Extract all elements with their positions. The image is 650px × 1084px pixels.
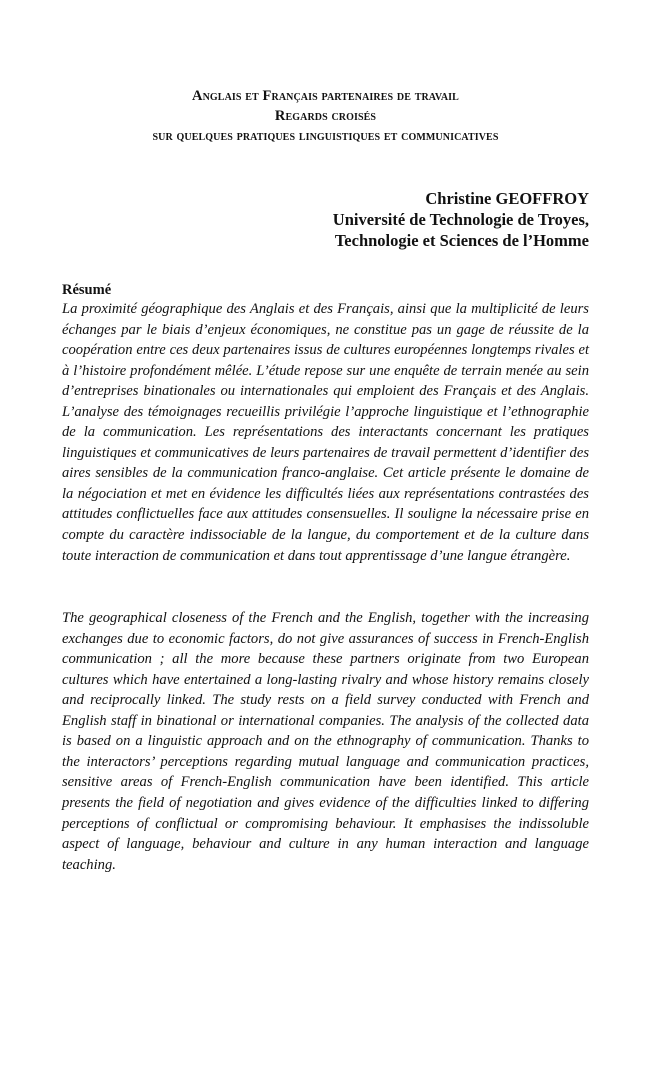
author-affiliation-1: Université de Technologie de Troyes,	[332, 210, 589, 229]
author-name: Christine GEOFFROY	[425, 189, 589, 208]
article-title	[62, 86, 589, 146]
title-line-3: sur quelques pratiques linguistiques et communicatives	[152, 128, 499, 144]
title-line-1: Anglais et Français partenaires de travail	[192, 88, 459, 104]
abstract-heading: Résumé	[62, 282, 112, 298]
author-block	[62, 188, 589, 251]
abstract-french: La proximité géographique des Anglais et des Français, ainsi que la multiplicité de leurs échanges par le biais d’enjeux économiques, ne constitue pas un gage de réussite de la coopération entre ces deux partenaires issus de cultures européennes longtemps rivales et à l’histoire profondément mêlée. L’étude repose sur une enquête de terrain menée au sein d’entreprises binationales ou internationales qui emploient des Français et des Anglais. L’analyse des témoignages recueillis privilégie l’approche linguistique et l’ethnographie de la communication. Les représentations des interactants concernant les pratiques linguistiques et communicatives de leurs partenaires de travail permettent d’identifier des aires sensibles de la communication franco-anglaise. Cet article présente le domaine de la négociation et met en évidence les difficultés liées aux représentations contrastées des attitudes conflictuelles face aux attitudes consensuelles. Il souligne la nécessaire prise en compte du caractère indissociable de la langue, du comportement et de la culture dans toute interaction de communication et dans tout apprentissage d’une langue étrangère.	[62, 301, 589, 564]
abstract-english: The geographical closeness of the French and the English, together with the increasing exchanges due to economic factors, do not give assurances of success in French-English communication ; all the more because these partners originate from two European cultures which have entertained a long-lasting rivalry and whose history remains closely and reciprocally linked. The study rests on a field survey conducted with French and English staff in binational or international companies. The analysis of the collected data is based on a linguistic approach and on the ethnography of communication. Thanks to the interactors’ perceptions regarding mutual language and communication practices, sensitive areas of French-English communication have been identified. This article presents the field of negotiation and gives evidence of the difficulties linked to differing perceptions of conflictual or compromising behaviour. It emphasises the indissoluble aspect of language, behaviour and culture in any human interaction and language teaching.	[62, 610, 589, 873]
author-affiliation-2: Technologie et Sciences de l’Homme	[334, 231, 589, 250]
title-line-2: Regards croisés	[274, 108, 377, 124]
article-page	[62, 86, 589, 875]
